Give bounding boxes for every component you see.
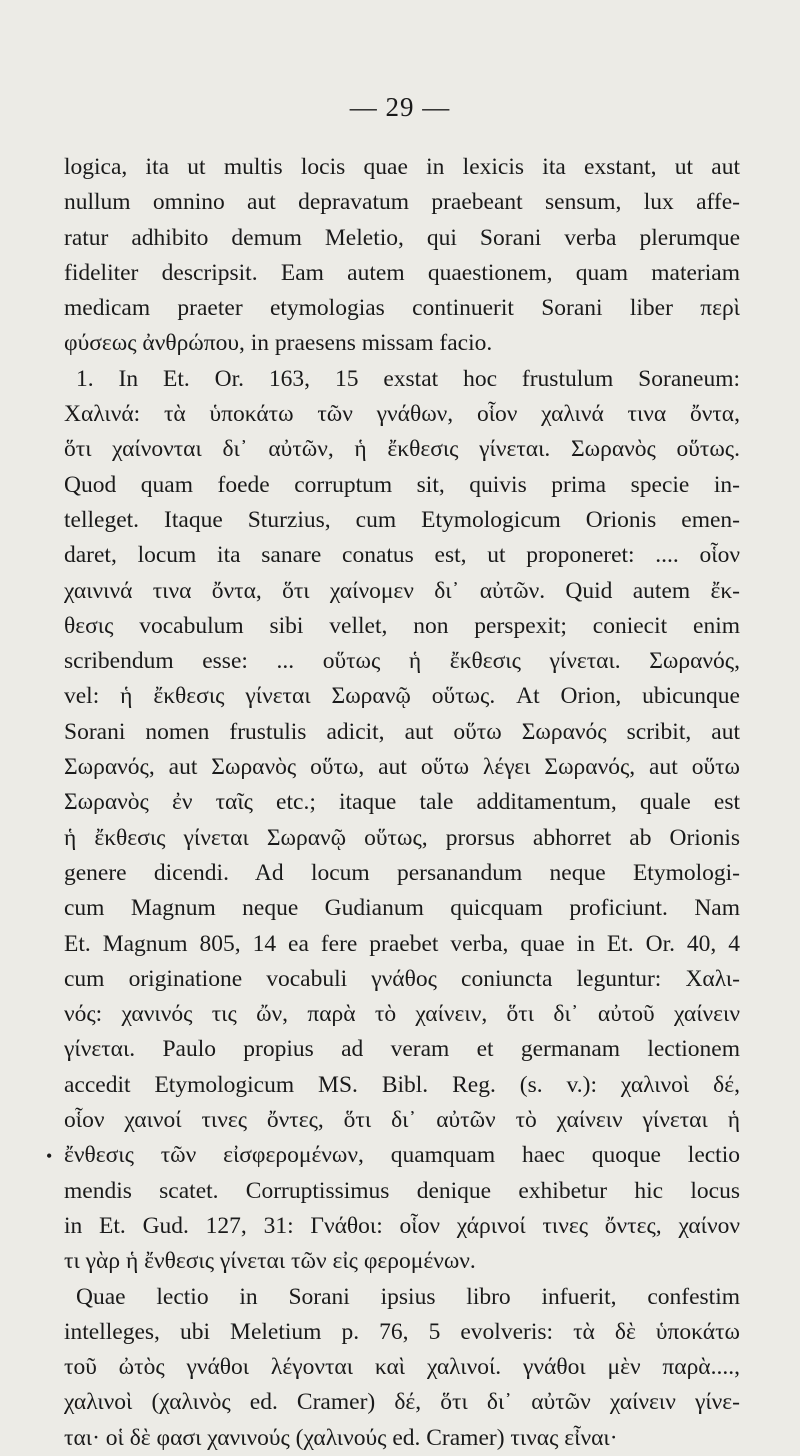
text-line: νός: χανινός τις ὤν, παρὰ τὸ χαίνειν, ὅτι δι᾽ αὐτοῦ χαίνειν: [64, 1001, 740, 1028]
text-line: mendis scatet. Corruptissimus denique exhibetur hic locus: [64, 1177, 740, 1204]
text-line: fideliter descripsit. Eam autem quaestionem, quam materiam: [64, 259, 740, 286]
text-line: vel: ἡ ἔκθεσις γίνεται Σωρανῷ οὕτως. At Orion, ubicunque: [64, 683, 740, 710]
text-line: nullum omnino aut depravatum praebeant sensum, lux affe-: [64, 189, 740, 216]
text-line: in Et. Gud. 127, 31: Γνάθοι: οἷον χάρινοί τινες ὄντες, χαίνον: [64, 1212, 740, 1239]
text-line: medicam praeter etymologias continuerit Sorani liber περὶ: [64, 295, 740, 322]
text-line: χαινινά τινα ὄντα, ὅτι χαίνομεν δι᾽ αὐτῶν. Quid autem ἔκ-: [64, 577, 740, 604]
text-line: Quae lectio in Sorani ipsius libro infuerit, confestim: [76, 1283, 740, 1310]
text-line: ἔνθεσις τῶν εἰσφερομένων, quamquam haec quoque lectio: [64, 1142, 740, 1169]
text-line: ὅτι χαίνονται δι᾽ αὐτῶν, ἡ ἔκθεσις γίνεται. Σωρανὸς οὕτως.: [64, 436, 740, 463]
text-line: genere dicendi. Ad locum persanandum neque Etymologi-: [64, 859, 740, 886]
body-text: [64, 150, 740, 1456]
text-line: daret, locum ita sanare conatus est, ut proponeret: .... οἷον: [64, 542, 740, 569]
text-line: Sorani nomen frustulis adicit, aut οὕτω Σωρανός scribit, aut: [64, 718, 740, 745]
text-line: φύσεως ἀνθρώπου, in praesens missam facio.: [64, 330, 493, 357]
text-line: οἷον χαινοί τινες ὄντες, ὅτι δι᾽ αὐτῶν τὸ χαίνειν γίνεται ἡ: [64, 1107, 740, 1134]
text-line: intelleges, ubi Meletium p. 76, 5 evolveris: τὰ δὲ ὑποκάτω: [64, 1318, 740, 1345]
text-line: γίνεται. Paulo propius ad veram et germanam lectionem: [64, 1036, 740, 1063]
text-line: τι γὰρ ἡ ἔνθεσις γίνεται τῶν εἰς φερομένων.: [64, 1248, 476, 1275]
text-line: cum Magnum neque Gudianum quicquam proficiunt. Nam: [64, 895, 740, 922]
text-line: telleget. Itaque Sturzius, cum Etymologicum Orionis emen-: [64, 506, 740, 533]
text-line: logica, ita ut multis locis quae in lexicis ita exstant, ut aut: [64, 154, 740, 180]
text-line: ἡ ἔκθεσις γίνεται Σωρανῷ οὕτως, prorsus abhorret ab Orionis: [64, 824, 740, 851]
text-line: cum originatione vocabuli γνάθος coniuncta leguntur: Χαλι-: [64, 965, 740, 992]
text-line: ratur adhibito demum Meletio, qui Sorani verba plerumque: [64, 224, 740, 251]
text-line: Et. Magnum 805, 14 ea fere praebet verba, quae in Et. Or. 40, 4: [64, 930, 740, 957]
text-line: scribendum esse: ... οὕτως ἡ ἔκθεσις γίνεται. Σωρανός,: [64, 648, 740, 675]
margin-mark: •: [46, 1146, 53, 1166]
text-line: 1. In Et. Or. 163, 15 exstat hoc frustulum Soraneum:: [76, 365, 740, 392]
text-line: τοῦ ὠτὸς γνάθοι λέγονται καὶ χαλινοί. γνάθοι μὲν παρὰ....,: [64, 1354, 740, 1381]
text-line: accedit Etymologicum MS. Bibl. Reg. (s. v.): χαλινοὶ δέ,: [64, 1071, 740, 1098]
text-line: Σωρανός, aut Σωρανὸς οὕτω, aut οὕτω λέγει Σωρανός, aut οὕτω: [64, 754, 740, 781]
text-line: χαλινοὶ (χαλινὸς ed. Cramer) δέ, ὅτι δι᾽ αὐτῶν χαίνειν γίνε-: [64, 1389, 740, 1416]
text-line: Χαλινά: τὰ ὑποκάτω τῶν γνάθων, οἷον χαλινά τινα ὄντα,: [64, 401, 740, 428]
text-line: Σωρανὸς ἐν ταῖς etc.; itaque tale additamentum, quale est: [64, 789, 740, 816]
page-number: — 29 —: [349, 92, 451, 122]
text-line: ται· οἱ δὲ φασι χανινούς (χαλινούς ed. Cramer) τινας εἶναι·: [64, 1424, 618, 1451]
text-line: Quod quam foede corruptum sit, quivis prima specie in-: [64, 471, 740, 498]
text-line: θεσις vocabulum sibi vellet, non perspexit; coniecit enim: [64, 612, 740, 639]
